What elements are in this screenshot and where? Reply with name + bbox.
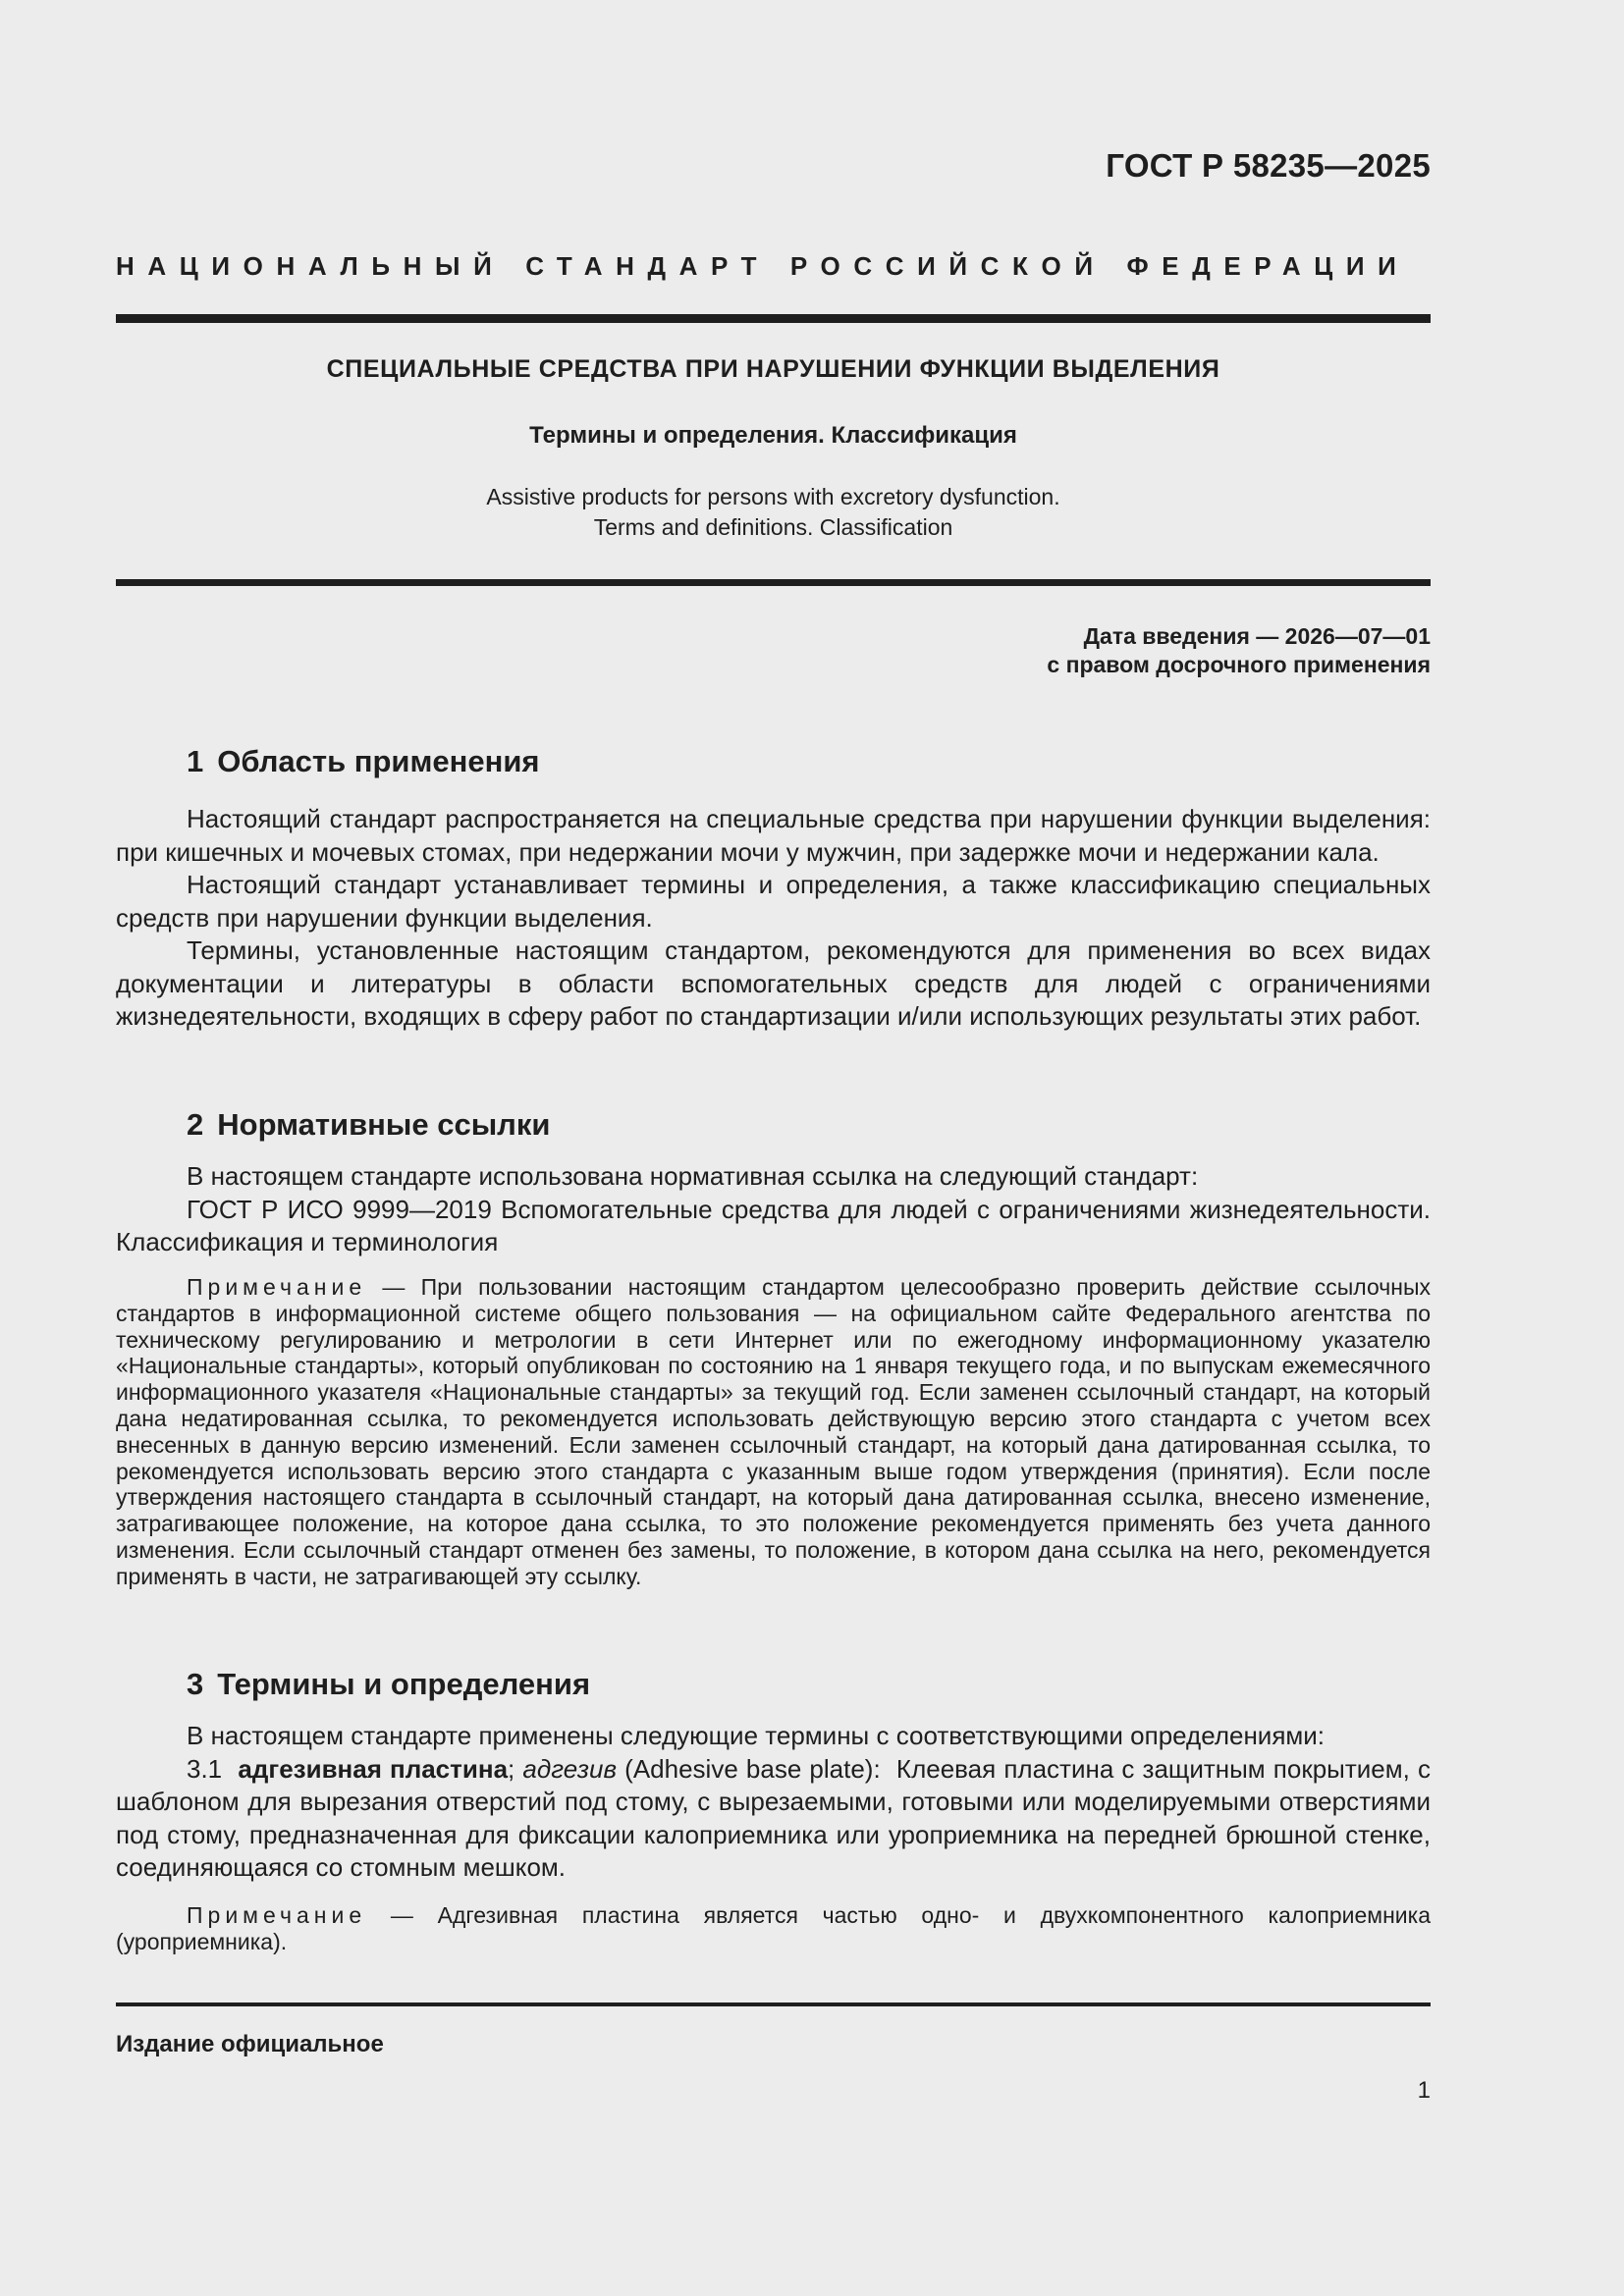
term-synonym: адгезив xyxy=(522,1753,618,1784)
section-3-intro: В настоящем стандарте применены следующие термины с соответствующими определениями: xyxy=(187,1721,1326,1750)
section-1-paragraph: Настоящий стандарт распространяется на специальные средства при нарушении функции выделения: при кишечных и мочевых стомах, при недержании мочи у мужчин, при задержке мочи и недержании кала. xyxy=(116,804,1431,867)
term-entry xyxy=(116,1753,1431,1885)
section-1-title: Область применения xyxy=(217,744,540,778)
standard-number: ГОСТ Р 58235—2025 xyxy=(1106,147,1431,184)
early-application-note: с правом досрочного применения xyxy=(1047,652,1431,677)
section-3-note xyxy=(116,1902,1431,1955)
section-1-paragraph: Термины, установленные настоящим стандартом, рекомендуются для применения во всех видах документации и литературы в области вспомогательных средств для людей с ограничениями жизнедеятельности, входящих в сферу работ по стандартизации и/или использующих результаты этих работ. xyxy=(116,935,1431,1031)
section-1-paragraph: Настоящий стандарт устанавливает термины и определения, а также классификацию специальных средств при нарушении функции выделения. xyxy=(116,870,1431,933)
top-divider xyxy=(116,314,1431,323)
introduction-date-block xyxy=(1047,622,1431,679)
introduction-date: Дата введения — 2026—07—01 xyxy=(1083,623,1431,649)
section-2-note xyxy=(116,1274,1431,1590)
document-subtitle: Термины и определения. Классификация xyxy=(529,422,1017,449)
note-label: Примечание xyxy=(187,1902,367,1928)
term-definition: Клеевая пластина с защитным покрытием, с шаблоном для вырезания отверстий под стому, с вырезаемыми, готовыми или моделируемыми отверстиями под стому, предназначенная для фиксации калоприемника или уроприемника на передней брюшной стенке, соединяющаяся со стомным мешком. xyxy=(116,1753,1431,1882)
note-text: — При пользовании настоящим стандартом целесообразно проверить действие ссылочных стандартов в информационной системе общего пользования — на официальном сайте Федерального агентства по техническому регулированию и метрологии в сети Интернет или по ежегодному информационному указателю «Национальные стандарты», который опубликован по состоянию на 1 января текущего года, и по выпускам ежемесячного информационного указателя «Национальные стандарты» за текущий год. Если заменен ссылочный стандарт, на который дана недатированная ссылка, то рекомендуется использовать действующую версию этого стандарта с учетом всех внесенных в данную версию изменений. Если заменен ссылочный стандарт, на который дана датированная ссылка, то рекомендуется использовать версию этого стандарта с указанным выше годом утверждения (принятия). Если после утверждения настоящего стандарта в ссылочный стандарт, на который дана датированная ссылка, внесено изменение, затрагивающее положение, на которое дана ссылка, то это положение рекомендуется применять без учета данного изменения. Если ссылочный стандарт отменен без замены, то положение, в котором дана ссылка на него, рекомендуется применять в части, не затрагивающей эту ссылку. xyxy=(116,1274,1431,1589)
section-2-body xyxy=(116,1160,1431,1259)
footer-divider xyxy=(116,2002,1431,2006)
english-title xyxy=(116,482,1431,543)
section-2-title: Нормативные ссылки xyxy=(217,1107,551,1142)
section-2-heading xyxy=(187,1107,550,1143)
english-title-line-2: Terms and definitions. Classification xyxy=(593,514,953,540)
section-1-body xyxy=(116,803,1431,1034)
document-title: СПЕЦИАЛЬНЫЕ СРЕДСТВА ПРИ НАРУШЕНИИ ФУНКЦИИ ВЫДЕЛЕНИЯ xyxy=(326,355,1220,383)
section-3-number: 3 xyxy=(187,1667,204,1701)
official-edition-label: Издание официальное xyxy=(116,2031,384,2057)
section-3-title: Термины и определения xyxy=(217,1667,591,1701)
document-page xyxy=(116,0,1431,2296)
note-label: Примечание xyxy=(187,1274,367,1300)
term-name: адгезивная пластина xyxy=(238,1753,509,1784)
page-number: 1 xyxy=(1417,2077,1431,2104)
section-1-number: 1 xyxy=(187,744,204,778)
section-3-body xyxy=(116,1720,1431,1885)
term-english: (Adhesive base plate): xyxy=(624,1753,881,1784)
national-standard-header: НАЦИОНАЛЬНЫЙ СТАНДАРТ РОССИЙСКОЙ ФЕДЕРАЦИИ xyxy=(116,251,1410,281)
section-2-number: 2 xyxy=(187,1107,204,1142)
title-divider xyxy=(116,579,1431,586)
term-number: 3.1 xyxy=(187,1753,223,1784)
term-separator: ; xyxy=(508,1753,515,1784)
section-2-paragraph: В настоящем стандарте использована нормативная ссылка на следующий стандарт: xyxy=(187,1161,1199,1191)
section-1-heading xyxy=(187,744,540,779)
section-3-heading xyxy=(187,1667,590,1702)
normative-reference: ГОСТ Р ИСО 9999—2019 Вспомогательные средства для людей с ограничениями жизнедеятельности. Классификация и терминология xyxy=(116,1194,1431,1256)
note-text: — Адгезивная пластина является частью одно- и двухкомпонентного калоприемника (уроприемника). xyxy=(116,1902,1431,1954)
english-title-line-1: Assistive products for persons with excretory dysfunction. xyxy=(486,484,1060,509)
